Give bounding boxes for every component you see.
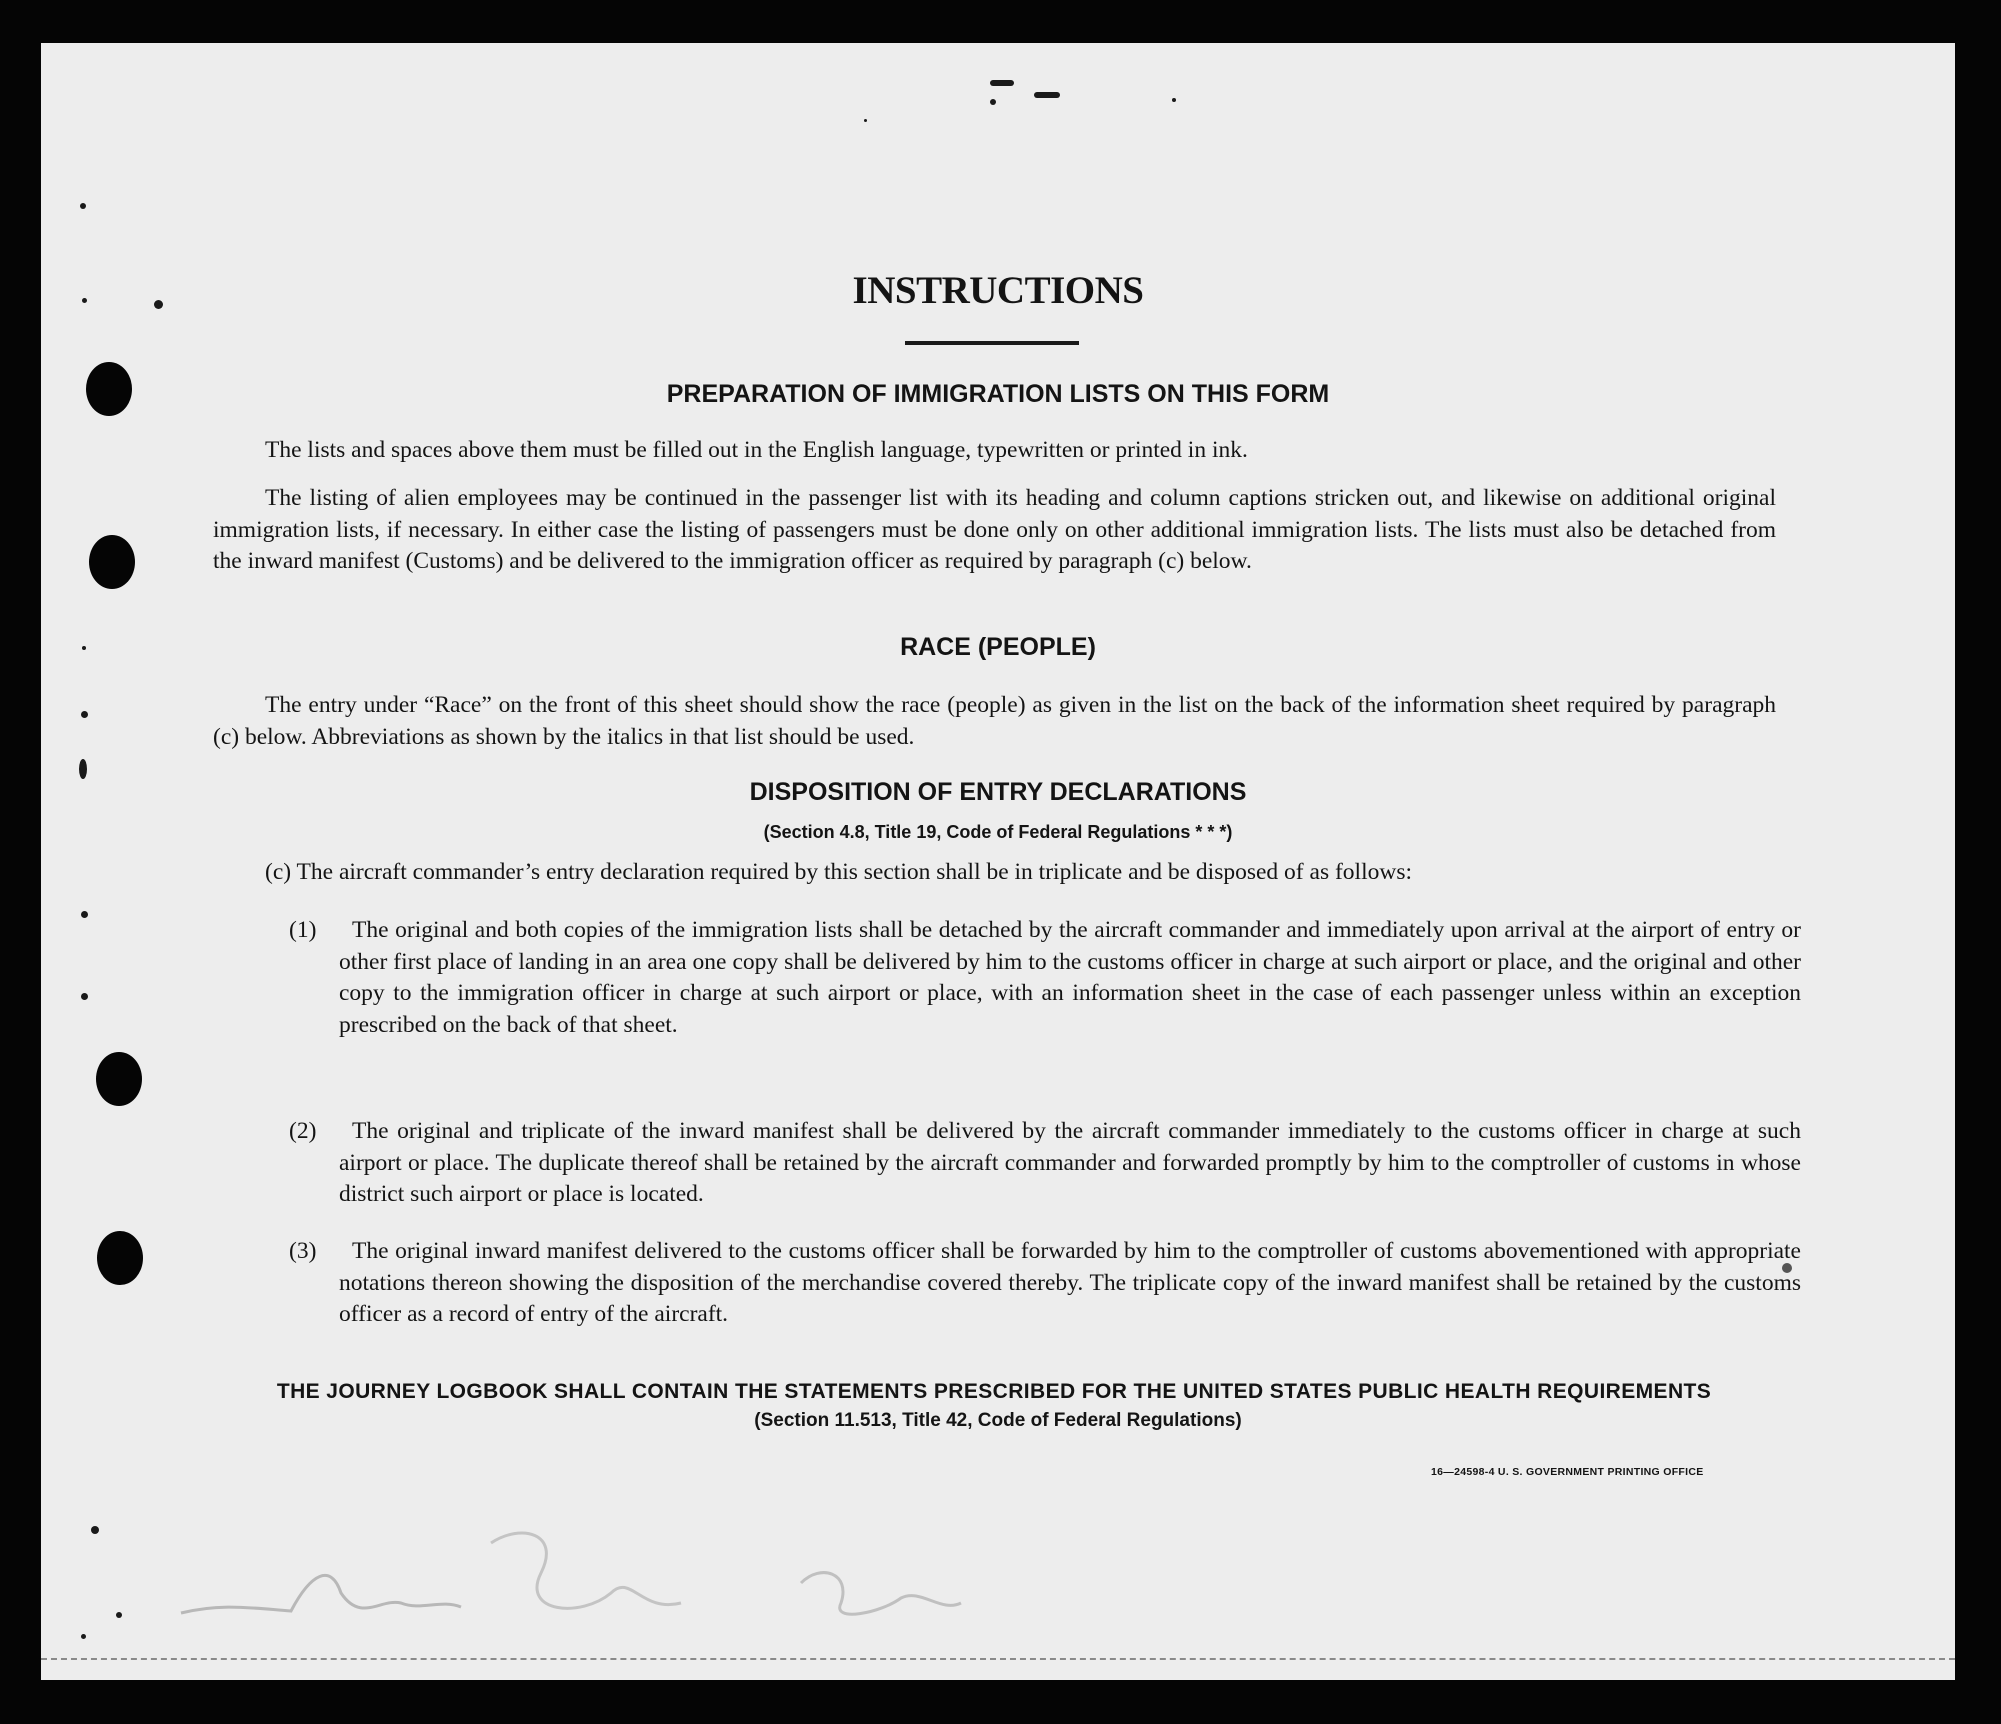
race-paragraph: The entry under “Race” on the front of this sheet should show the race (people) as given in the list on the back of the information sheet required by paragraph (c) below. Abbreviations as shown by the italics in that list should be used. [213,692,1776,750]
list-item-text: The original and triplicate of the inward manifest shall be delivered by the aircraft commander immediately to the customs officer in charge at such airport or place. The duplicate thereof shall be retained by the aircraft commander and forwarded promptly by him to the comptroller of customs in whose district such airport or place is located. [339,1118,1801,1207]
instructions-content [41,43,1955,1680]
health-requirements-citation: (Section 11.513, Title 42, Code of Federal Regulations) [754,1410,1242,1431]
section-heading-disposition: DISPOSITION OF ENTRY DECLARATIONS [749,778,1247,806]
list-item-text: The original and both copies of the immigration lists shall be detached by the aircraft commander and immediately upon arrival at the airport of entry or other first place of landing in an area one copy shall be delivered by him to the customs officer in charge at such airport or place, and the original and other copy to the immigration officer in charge at such airport or place, with an information sheet in the case of each passenger unless within an exception prescribed on the back of that sheet. [339,917,1801,1038]
list-item [289,915,1801,1041]
disposition-citation: (Section 4.8, Title 19, Code of Federal Regulations * * *) [763,822,1233,842]
health-requirements-statement: THE JOURNEY LOGBOOK SHALL CONTAIN THE STATEMENTS PRESCRIBED FOR THE UNITED STATES PUBLIC HEALTH REQUIREMENTS [276,1380,1712,1403]
preparation-paragraph-2: The listing of alien employees may be continued in the passenger list with its heading and column captions stricken out, and likewise on additional original immigration lists, if necessary. In either case the listing of passengers must be done only on other additional immigration lists. The lists must also be detached from the inward manifest (Customs) and be delivered to the immigration officer as required by paragraph (c) below. [213,485,1776,574]
section-heading-race: RACE (PEOPLE) [900,633,1096,661]
preparation-paragraph-1: The lists and spaces above them must be filled out in the English language, typewritten or printed in ink. [265,437,1248,463]
list-item [289,1236,1801,1331]
list-item [289,1116,1801,1211]
disposition-intro: (c) The aircraft commander’s entry declaration required by this section shall be in triplicate and be disposed of as follows: [265,859,1412,885]
document-page [41,43,1955,1680]
page-bottom-edge [41,1658,1955,1660]
page-title: INSTRUCTIONS [852,269,1144,312]
list-item-text: The original inward manifest delivered to the customs officer shall be forwarded by him to the comptroller of customs abovementioned with appropriate notations thereon showing the disposition of the merchandise covered thereby. The triplicate copy of the inward manifest shall be retained by the customs officer as a record of entry of the aircraft. [339,1238,1801,1327]
title-underline [905,341,1079,345]
printer-imprint: 16—24598-4 U. S. GOVERNMENT PRINTING OFFICE [1431,1466,1704,1478]
section-heading-preparation: PREPARATION OF IMMIGRATION LISTS ON THIS FORM [666,380,1330,408]
faint-signature [161,1503,1061,1653]
list-item-number: (1) [289,917,317,943]
list-item-number: (3) [289,1238,317,1264]
list-item-number: (2) [289,1118,317,1144]
